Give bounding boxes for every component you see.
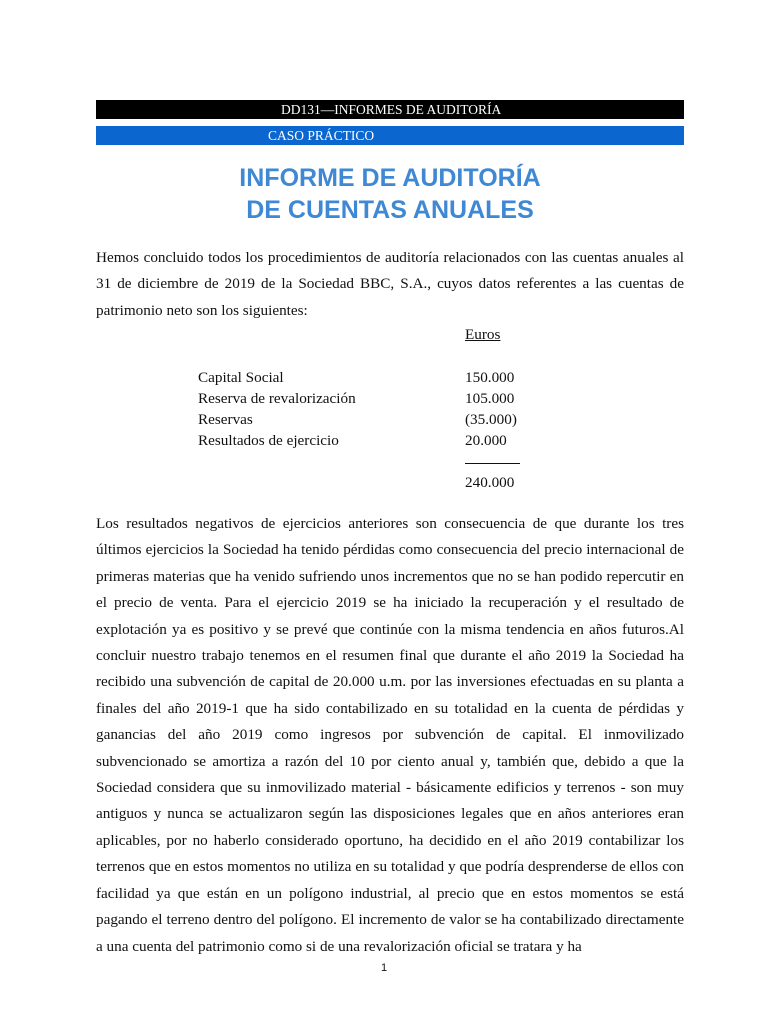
table-total: 240.000 <box>465 474 515 491</box>
table-row <box>0 388 768 409</box>
row-label: Capital Social <box>198 369 284 386</box>
case-header-bar <box>96 126 684 145</box>
document-title <box>96 162 684 226</box>
case-title: CASO PRÁCTICO <box>268 128 375 143</box>
row-label: Resultados de ejercicio <box>198 432 339 449</box>
course-header-bar <box>96 100 684 119</box>
row-label: Reserva de revalorización <box>198 390 356 407</box>
row-label: Reservas <box>198 411 253 428</box>
intro-paragraph: Hemos concluido todos los procedimientos de auditoría relacionados con las cuentas anuales al 31 de diciembre de 2019 de la Sociedad BBC, S.A., cuyos datos referentes a las cuentas de patrimonio neto son los siguientes: <box>96 249 684 319</box>
row-value: 150.000 <box>465 369 515 386</box>
row-value: 105.000 <box>465 390 515 407</box>
table-row <box>0 430 768 451</box>
document-title-line2: DE CUENTAS ANUALES <box>246 196 534 224</box>
currency-header: Euros <box>465 326 501 343</box>
table-row <box>0 367 768 388</box>
total-rule <box>465 463 520 464</box>
document-title-line1: INFORME DE AUDITORÍA <box>239 164 541 192</box>
body-paragraph: Los resultados negativos de ejercicios anteriores son consecuencia de que durante los tres últimos ejercicios la Sociedad ha tenido pérdidas como consecuencia del precio internacional de primeras materias que ha venido sufriendo unos incrementos que no se han podido repercutir en el precio de venta. Para el ejercicio 2019 se ha iniciado la recuperación y el resultado de explotación ya es positivo y se prevé que continúe con la misma tendencia en años futuros.Al concluir nuestro trabajo tenemos en el resumen final que durante el año 2019 la Sociedad ha recibido una subvención de capital de 20.000 u.m. por las inversiones efectuadas en su planta a finales del año 2019-1 que ha sido contabilizado en su totalidad en la cuenta de pérdidas y ganancias del año 2019 como ingresos por subvención de capital. El inmovilizado subvencionado se amortiza a razón del 10 por ciento anual y, también que, debido a que la Sociedad considera que su inmovilizado material - básicamente edificios y terrenos - son muy antiguos y nunca se actualizaron según las disposiciones legales que en años anteriores eran aplicables, por no haberlo considerado oportuno, ha decidido en el año 2019 contabilizar los terrenos que en estos momentos no utiliza en su totalidad y que podría desprenderse de ellos con facilidad ya que están en un polígono industrial, al precio que en estos momentos se está pagando el terreno dentro del polígono. El incremento de valor se ha contabilizado directamente a una cuenta del patrimonio como si de una revalorización oficial se tratara y ha <box>96 515 684 955</box>
row-value: (35.000) <box>465 411 517 428</box>
row-value: 20.000 <box>465 432 507 449</box>
course-title: DD131—INFORMES DE AUDITORÍA <box>281 102 502 117</box>
page-number: 1 <box>380 962 388 974</box>
table-row <box>0 409 768 430</box>
